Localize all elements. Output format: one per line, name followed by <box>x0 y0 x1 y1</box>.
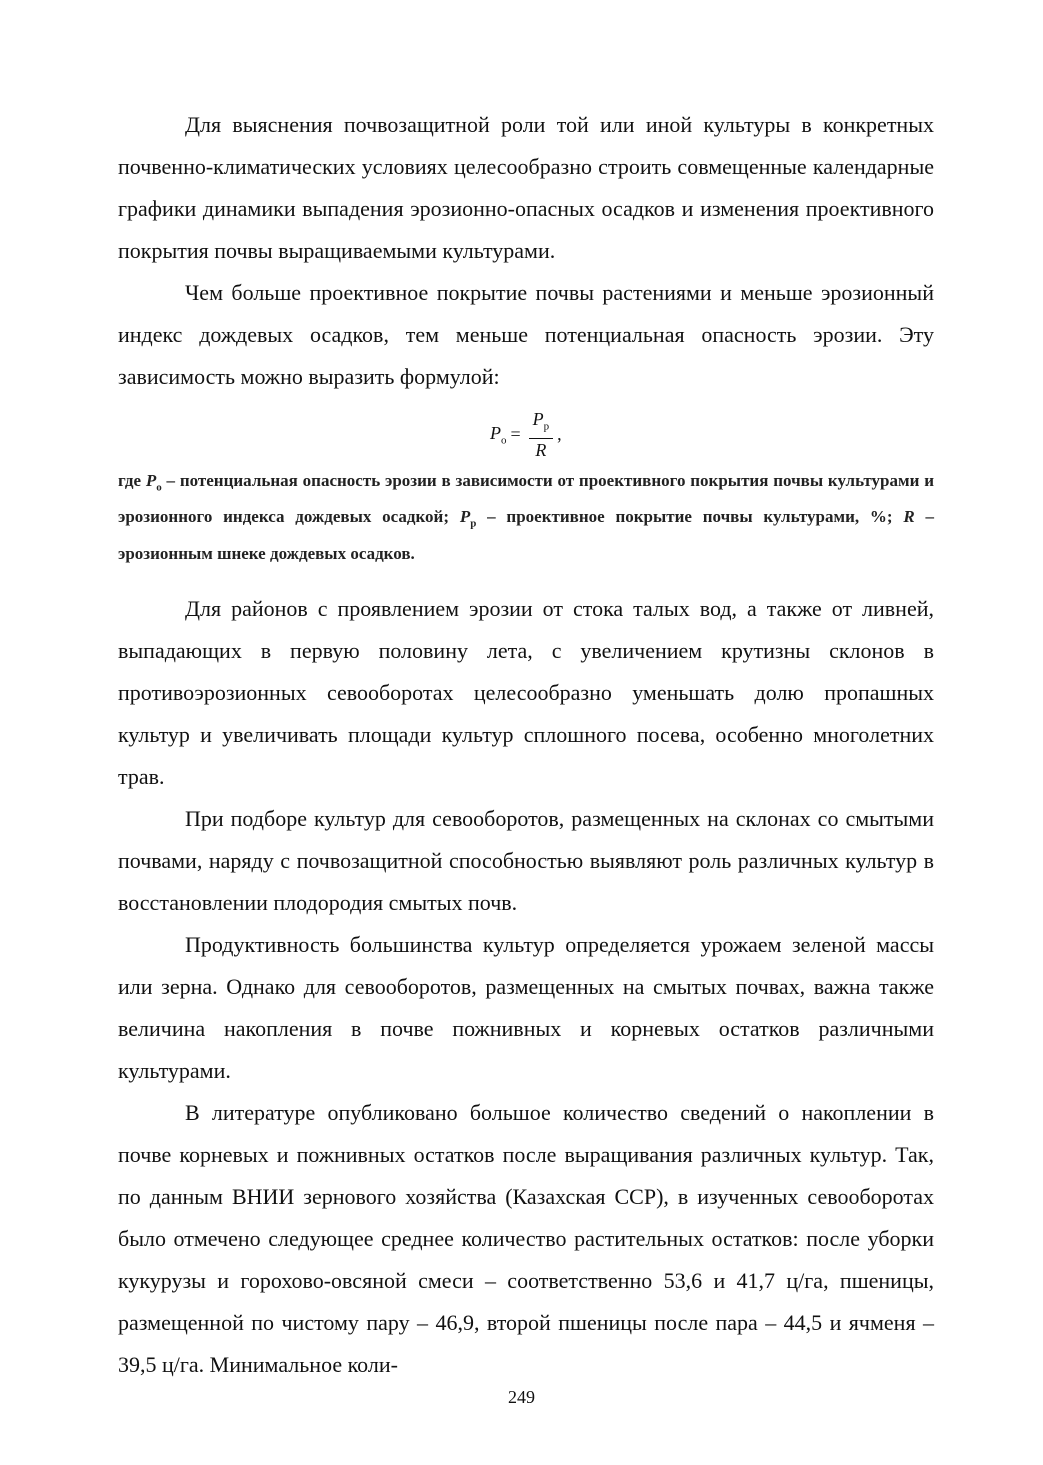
formula-denominator: R <box>535 439 547 460</box>
paragraph-5: Продуктивность большинства культур определяется урожаем зеленой массы или зерна. Однако для севооборотов, размещенных на смытых почвах, важна также величина накопления в почве пожнивных и корневых остатков различными культурами. <box>118 931 934 1083</box>
formula-fraction <box>529 408 554 461</box>
paragraph-6: В литературе опубликовано большое количество сведений о накоплении в почве корневых и пожнивных остатков после выращивания различных культур. Так, по данным ВНИИ зернового хозяйства (Казахская ССР), в изученных севооборотах было отмечено следующее среднее количество растительных остатков: после уборки кукурузы и горохово-овсяной смеси – соответственно 53,6 и 41,7 ц/га, пшеницы, размещенной по чистому пару – 46,9, второй пшеницы после пара – 44,5 и ячменя – 39,5 ц/га. Минимальное коли- <box>118 1099 934 1377</box>
page-number: 249 <box>508 1387 535 1407</box>
page-body <box>118 104 934 1386</box>
paragraph-4: При подборе культур для севооборотов, размещенных на склонах со смытыми почвами, наряду с почвозащитной способностью выявляют роль различных культур в восстановлении плодородия смытых почв. <box>118 805 934 915</box>
formula-comma: , <box>557 423 562 444</box>
formula-equals: = <box>510 423 521 444</box>
formula <box>118 398 934 460</box>
paragraph-3: Для районов с проявлением эрозии от стока талых вод, а также от ливней, выпадающих в первую половину лета, с увеличением крутизны склонов в противоэрозионных севооборотах целесообразно уменьшать долю пропашных культур и увеличивать площади культур сплошного посева, особенно многолетних трав. <box>118 595 934 789</box>
formula-note: где $P_o$ – потенциальная опасность эрозии в зависимости от проективного покрытия почвы культурами и эрозионного индекса дождевых осадкой; $P_p$ – проективное покрытие почвы культурами, %; R – эрозионным шнеке дождевых осадков. <box>118 471 935 563</box>
formula-lhs: $P_o$ <box>490 422 507 447</box>
paragraph-2: Чем больше проективное покрытие почвы растениями и меньше эрозионный индекс дождевых осадков, тем меньше потенциальная опасность эрозии. Эту зависимость можно выразить формулой: <box>118 280 934 389</box>
paragraph-1: Для выяснения почвозащитной роли той или иной культуры в конкретных почвенно-климатических условиях целесообразно строить совмещенные календарные графики динамики выпадения эрозионно-опасных осадков и изменения проективного покрытия почвы выращиваемыми культурами. <box>118 112 934 263</box>
formula-numerator: $P_p$ <box>529 408 554 439</box>
